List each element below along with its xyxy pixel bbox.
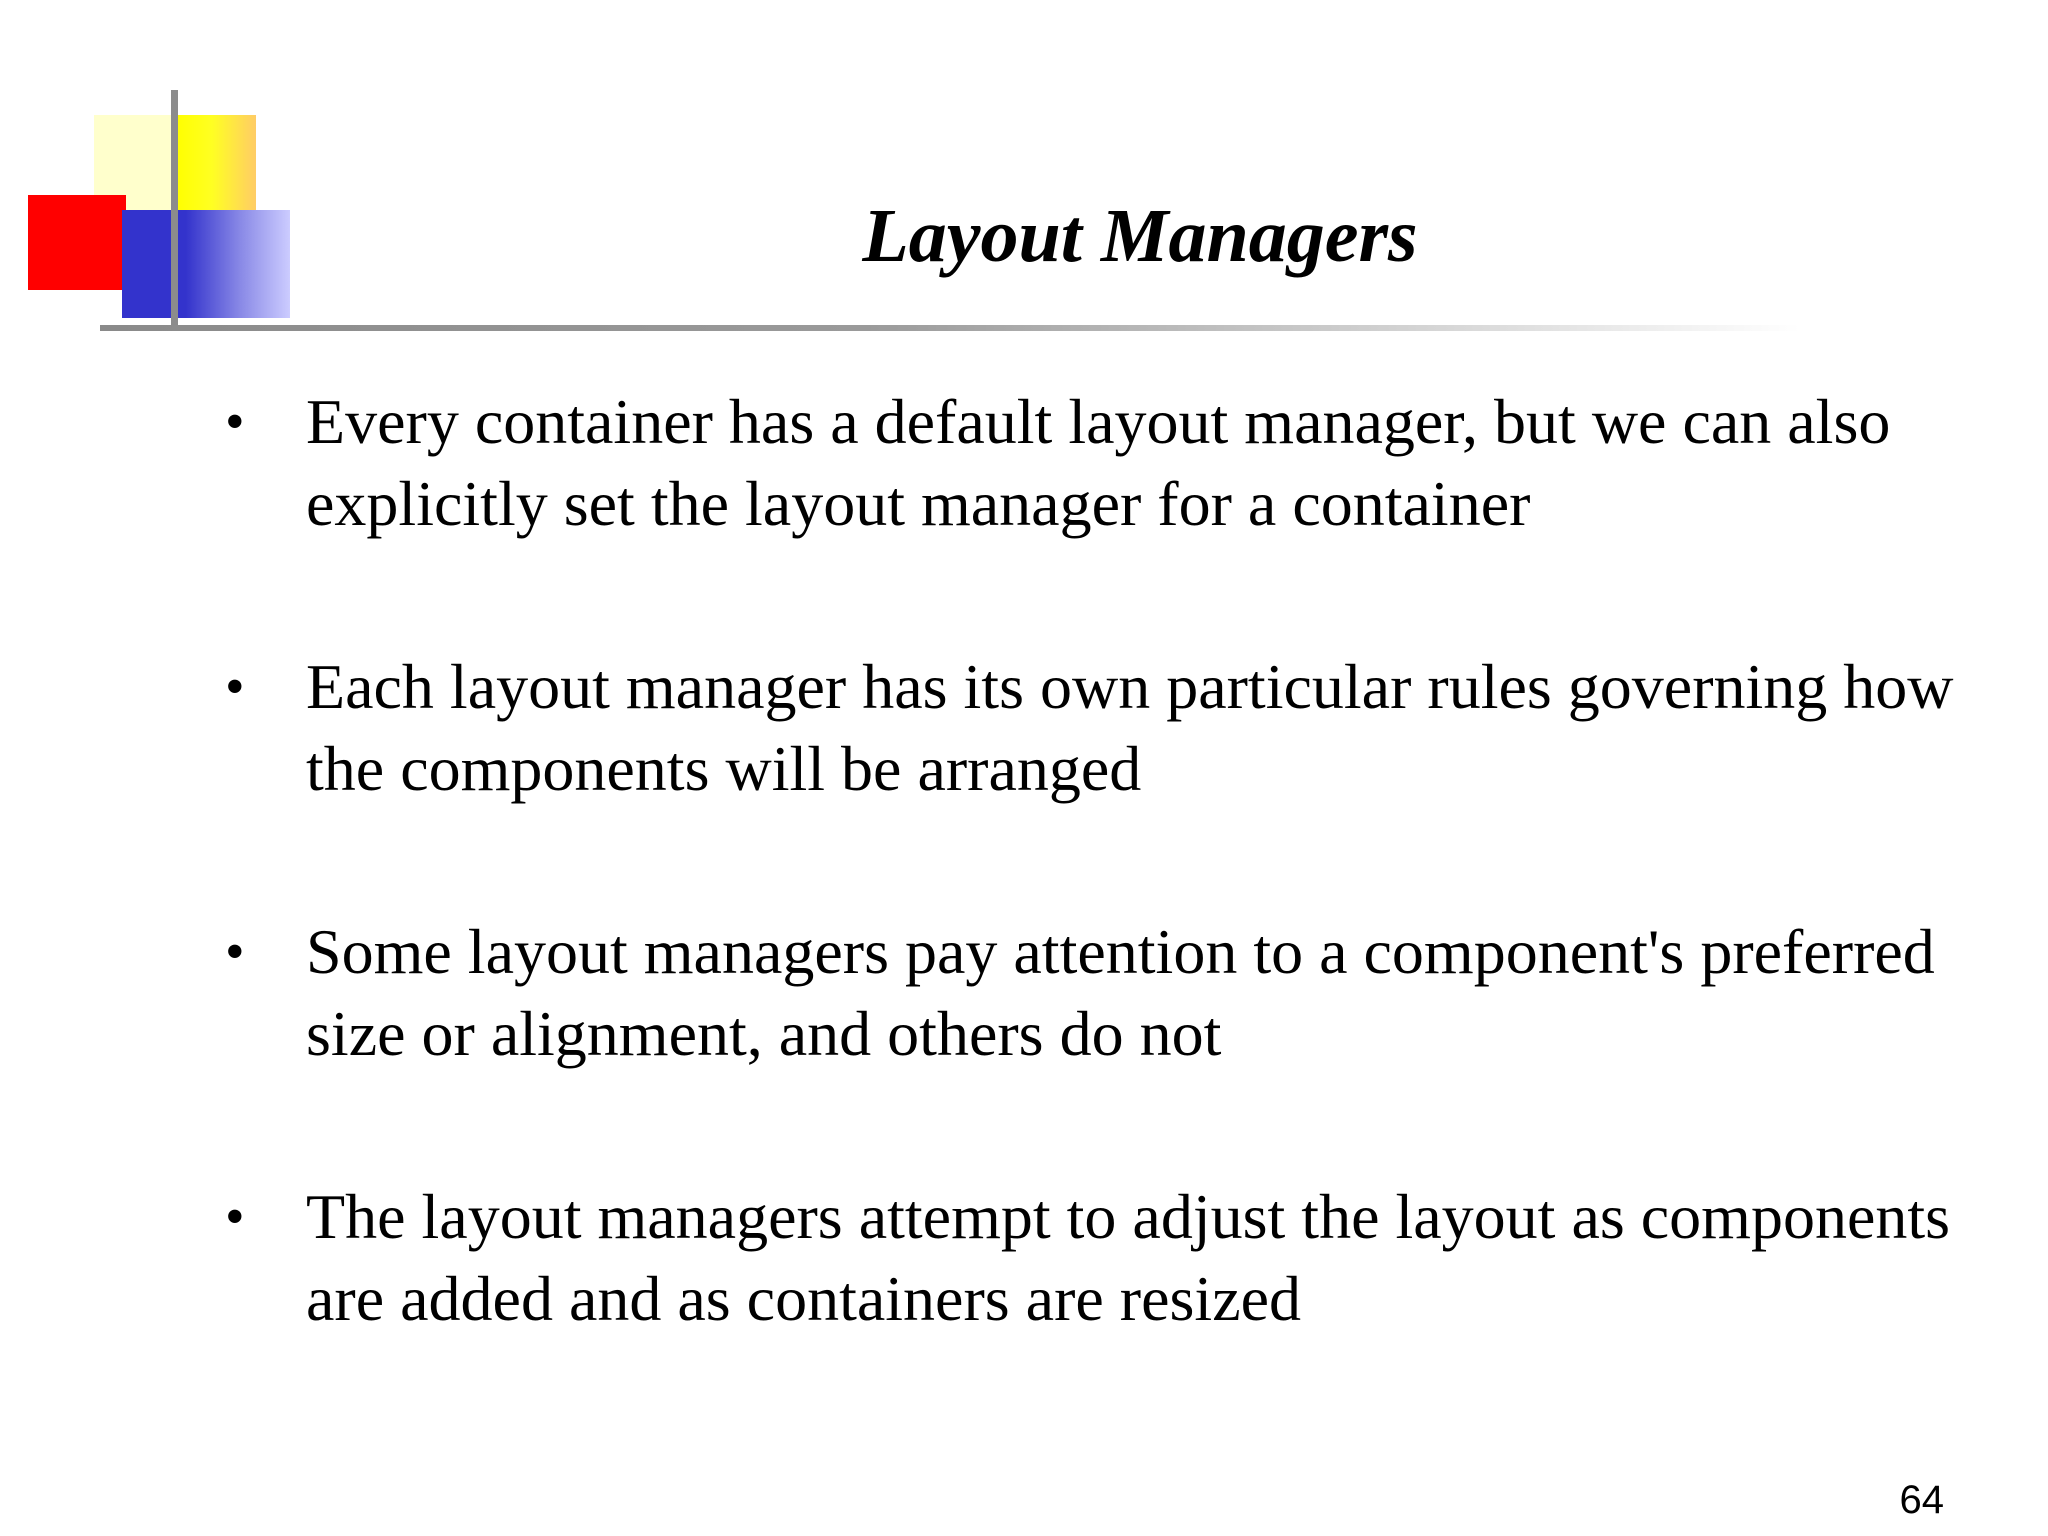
bullet-text: Every container has a default layout manager, but we can also explicitly set the layout manager for a container — [306, 386, 1891, 539]
page-number: 64 — [1899, 1478, 1944, 1522]
bullet-dot-icon: • — [225, 921, 245, 983]
decor-blue-square — [122, 210, 290, 318]
decor-red-square — [28, 195, 126, 290]
bullet-dot-icon: • — [225, 1186, 245, 1248]
slide-title: Layout Managers — [862, 194, 1418, 278]
bullet-text: The layout managers attempt to adjust the layout as components are added and as containers are resized — [306, 1181, 1951, 1334]
bullet-dot-icon: • — [225, 391, 245, 453]
title-underline-rule — [100, 325, 1800, 331]
bullet-dot-icon: • — [225, 656, 245, 718]
bullet-text: Some layout managers pay attention to a component's preferred size or alignment, and others do not — [306, 916, 1935, 1069]
decor-yellow-square — [176, 115, 256, 210]
bullet-text: Each layout manager has its own particular rules governing how the components will be arranged — [306, 651, 1954, 804]
decor-vertical-rule — [171, 90, 178, 330]
